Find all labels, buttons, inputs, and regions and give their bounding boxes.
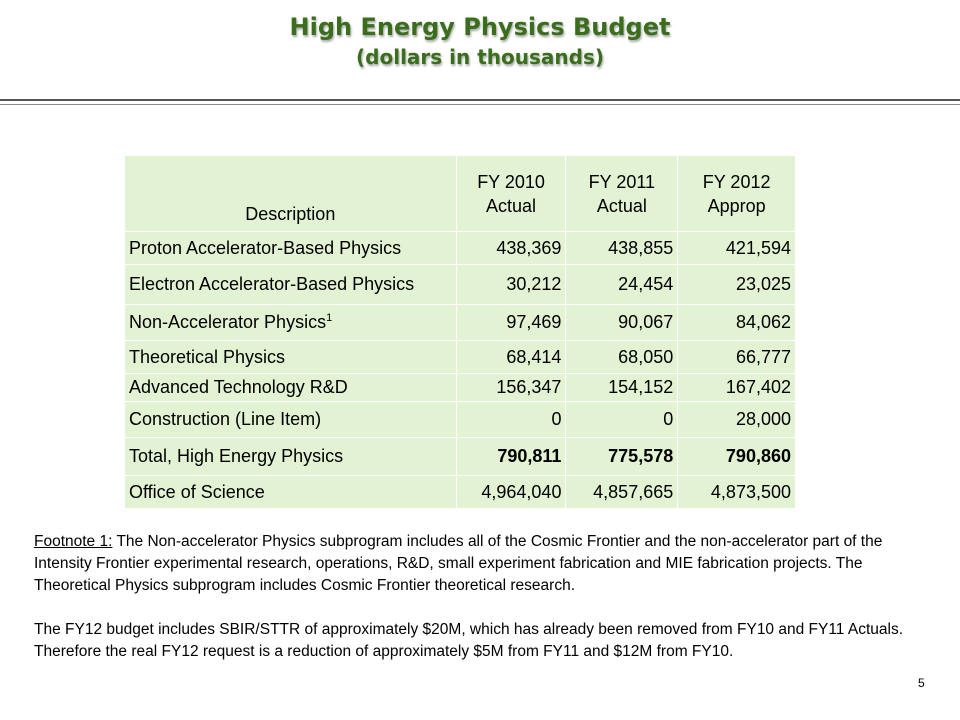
- cell-fy2011: 90,067: [566, 305, 678, 341]
- footnote-label: Footnote 1:: [34, 533, 113, 550]
- cell-fy2010: 438,369: [456, 232, 566, 265]
- cell-fy2010: 97,469: [456, 305, 566, 341]
- row-label: Advanced Technology R&D: [125, 374, 457, 402]
- row-label: Office of Science: [125, 476, 457, 509]
- table-row-total: [125, 438, 796, 476]
- table-row: [125, 374, 796, 402]
- row-label: Total, High Energy Physics: [125, 438, 457, 476]
- row-label: Non-Accelerator Physics: [129, 312, 327, 332]
- table-row: [125, 265, 796, 305]
- cell-fy2011: 775,578: [566, 438, 678, 476]
- cell-fy2012: 66,777: [678, 341, 796, 374]
- cell-fy2011: 4,857,665: [566, 476, 678, 509]
- table-row: [125, 402, 796, 438]
- cell-fy2010: 4,964,040: [456, 476, 566, 509]
- table-row: [125, 341, 796, 374]
- cell-fy2012: 790,860: [678, 438, 796, 476]
- table-header-row: [125, 156, 796, 232]
- budget-note: The FY12 budget includes SBIR/STTR of approximately $20M, which has already been removed from FY10 and FY11 Actuals. Therefore the real FY12 request is a reduction of approximately $5M from FY11 and $12M from FY10.: [34, 621, 904, 660]
- footnote-text: The Non-accelerator Physics subprogram includes all of the Cosmic Frontier and the non-accelerator part of the Intensity Frontier experimental research, operations, R&D, small experiment fabrication and MIE fabrication projects. The Theoretical Physics subprogram includes Cosmic Frontier theoretical research.: [34, 533, 883, 594]
- cell-fy2012: 167,402: [678, 374, 796, 402]
- cell-fy2011: 0: [566, 402, 678, 438]
- footnote-marker: 1: [326, 312, 333, 324]
- table-row: [125, 476, 796, 509]
- cell-fy2011: 24,454: [566, 265, 678, 305]
- header-fy2012-year: FY 2012: [702, 171, 771, 192]
- row-label-cell: [125, 305, 457, 341]
- row-label: Theoretical Physics: [125, 341, 457, 374]
- cell-fy2010: 30,212: [456, 265, 566, 305]
- cell-fy2011: 154,152: [566, 374, 678, 402]
- row-label: Electron Accelerator-Based Physics: [125, 265, 457, 305]
- header-fy2011: [566, 156, 678, 232]
- cell-fy2012: 84,062: [678, 305, 796, 341]
- cell-fy2012: 23,025: [678, 265, 796, 305]
- slide-title-block: [0, 12, 960, 70]
- cell-fy2012: 421,594: [678, 232, 796, 265]
- header-fy2012: [678, 156, 796, 232]
- row-label: Proton Accelerator-Based Physics: [125, 232, 457, 265]
- cell-fy2010: 0: [456, 402, 566, 438]
- header-fy2011-year: FY 2011: [588, 171, 656, 192]
- slide-title: High Energy Physics Budget: [289, 13, 671, 41]
- budget-table: [124, 155, 796, 509]
- footnote-1: [34, 531, 914, 597]
- table-row: [125, 305, 796, 341]
- cell-fy2011: 68,050: [566, 341, 678, 374]
- slide-subtitle: (dollars in thousands): [356, 45, 604, 69]
- header-description: Description: [125, 156, 457, 232]
- header-fy2010-type: Actual: [486, 195, 537, 216]
- title-divider: [0, 99, 960, 101]
- cell-fy2010: 156,347: [456, 374, 566, 402]
- cell-fy2010: 68,414: [456, 341, 566, 374]
- cell-fy2011: 438,855: [566, 232, 678, 265]
- table-row: [125, 232, 796, 265]
- cell-fy2010: 790,811: [456, 438, 566, 476]
- title-divider-thin: [0, 104, 960, 105]
- row-label: Construction (Line Item): [125, 402, 457, 438]
- page-number: 5: [918, 676, 925, 690]
- header-fy2012-type: Approp: [707, 195, 766, 216]
- header-fy2010-year: FY 2010: [477, 171, 545, 192]
- header-fy2011-type: Actual: [596, 195, 647, 216]
- cell-fy2012: 4,873,500: [678, 476, 796, 509]
- header-fy2010: [456, 156, 566, 232]
- footnote-block: [34, 531, 914, 663]
- cell-fy2012: 28,000: [678, 402, 796, 438]
